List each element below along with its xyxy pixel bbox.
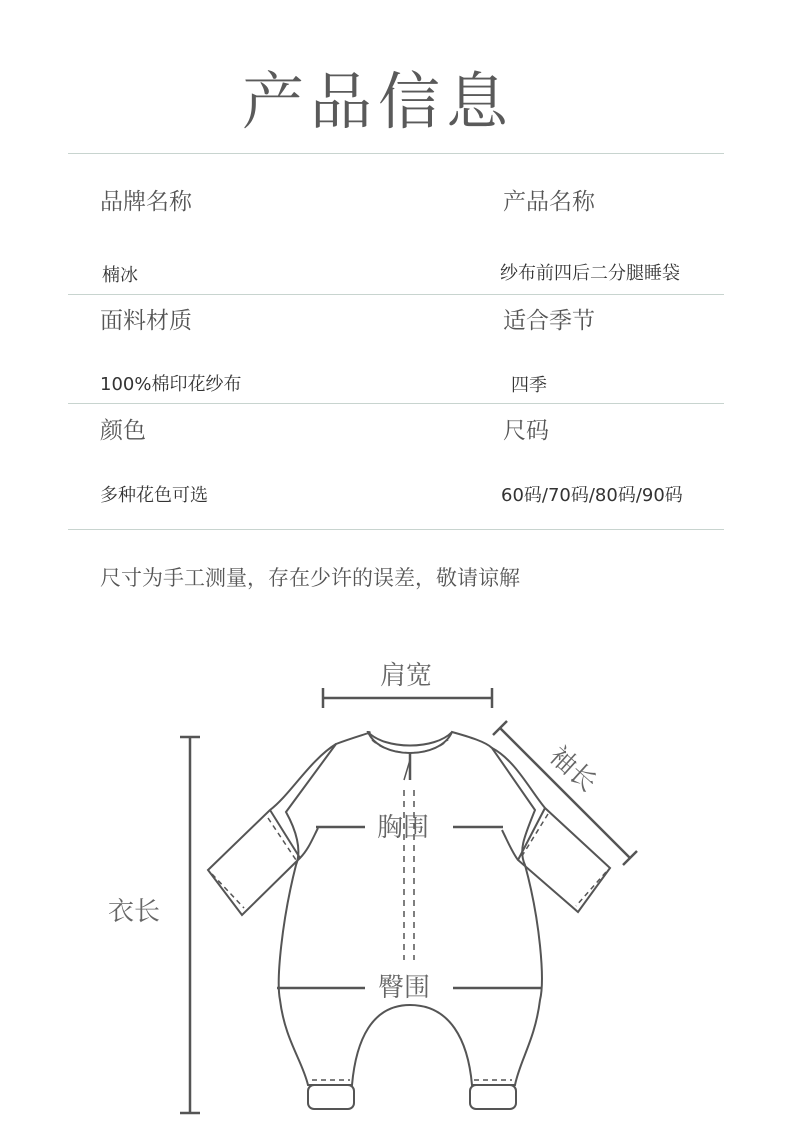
measurement-note: 尺寸为手工测量，存在少许的误差，敬请谅解 [100,566,520,590]
size-label: 尺码 [503,418,549,444]
sleepsack-size-diagram [0,640,790,1140]
color-value: 多种花色可选 [100,485,208,506]
season-label: 适合季节 [503,308,595,334]
divider-top [68,153,724,154]
page-title: 产品信息 [241,65,514,138]
length-label: 衣长 [108,897,161,927]
divider-row-1 [68,294,724,295]
chest-label: 胸围 [377,813,430,843]
brand-name-value: 楠冰 [102,265,138,286]
sleeve-length-label: 袖长 [543,740,603,799]
divider-bottom [68,529,724,530]
size-value: 60码/70码/80码/90码 [501,485,683,506]
fabric-label: 面料材质 [100,308,192,334]
brand-name-label: 品牌名称 [100,189,192,215]
color-label: 颜色 [100,418,146,444]
shoulder-width-label: 肩宽 [380,661,433,691]
season-value: 四季 [511,375,547,396]
hip-label: 臀围 [378,973,431,1003]
product-name-label: 产品名称 [503,189,595,215]
divider-row-2 [68,403,724,404]
garment-outline [208,732,610,1109]
product-name-value: 纱布前四后二分腿睡袋 [500,263,680,284]
fabric-value: 100%棉印花纱布 [100,374,242,395]
